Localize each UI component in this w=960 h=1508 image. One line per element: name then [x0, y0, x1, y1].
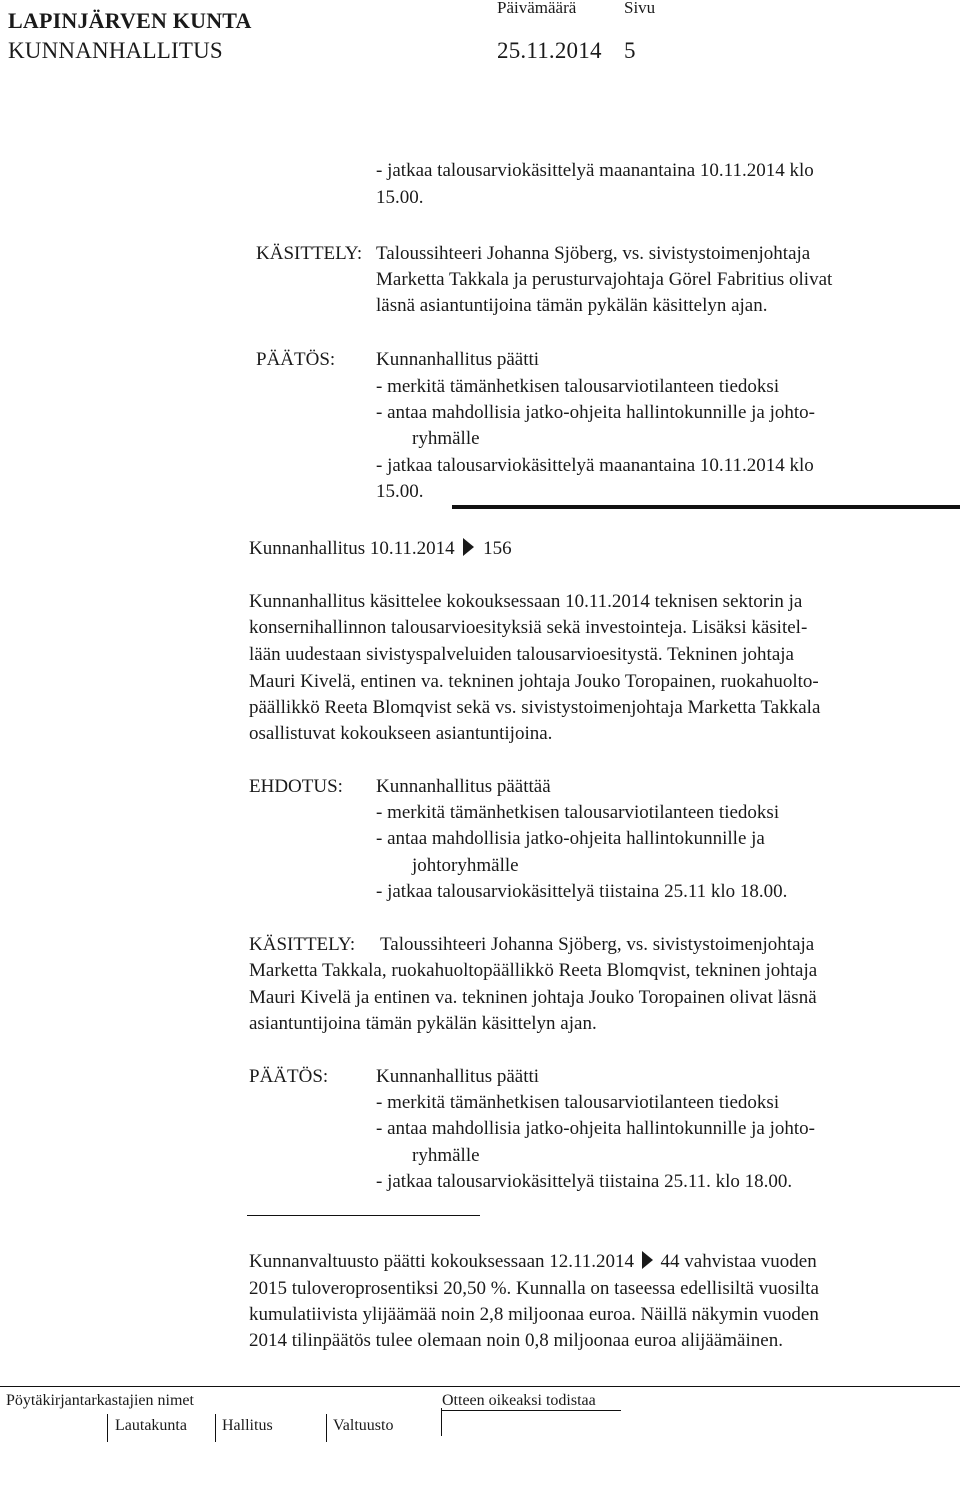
- end-rule: [247, 1215, 480, 1216]
- board-name: KUNNANHALLITUS: [8, 38, 223, 63]
- ehdotus-item-3: - jatkaa talousarviokäsittelyä tiistaina 25.11 klo 18.00.: [376, 881, 788, 902]
- section-title: [249, 536, 512, 565]
- valtuusto-line-2: 2015 tuloveroprosentiksi 20,50 %. Kunnalla on taseessa edellisiltä vuosilta: [249, 1278, 819, 1299]
- kasittely1-line-1: Taloussihteeri Johanna Sjöberg, vs. sivistystoimenjohtaja: [376, 243, 811, 264]
- paatos2-lead: Kunnanhallitus päätti: [376, 1066, 540, 1087]
- kasittely2-line-4: asiantuntijoina tämän pykälän käsittelyn ajan.: [249, 1013, 597, 1034]
- paatos2-item-2-cont: ryhmälle: [412, 1145, 480, 1166]
- section-sign-icon: [463, 538, 474, 565]
- footer-cell-border-1: [215, 1414, 216, 1442]
- section-divider: [452, 505, 960, 509]
- org-name: LAPINJÄRVEN KUNTA: [8, 8, 252, 33]
- intro-line-1: Kunnanhallitus käsittelee kokouksessaan 10.11.2014 teknisen sektorin ja: [249, 591, 803, 612]
- date-label: Päivämäärä: [497, 0, 577, 17]
- intro-line-3: lään uudestaan sivistyspalveluiden talousarvioesitystä. Tekninen johtaja: [249, 644, 794, 665]
- footer-cell-border-left: [107, 1414, 108, 1442]
- ehdotus-item-2: - antaa mahdollisia jatko-ohjeita hallintokunnille ja: [376, 828, 765, 849]
- kasittely2-line-2: Marketta Takkala, ruokahuoltopäällikkö Reeta Blomqvist, tekninen johtaja: [249, 960, 818, 981]
- kasittely2-label: KÄSITTELY:: [249, 934, 356, 955]
- valtuusto-line-4: 2014 tilinpäätös tulee olemaan noin 0,8 miljoonaa euroa alijäämäinen.: [249, 1330, 783, 1351]
- footer-certified-label: Otteen oikeaksi todistaa: [442, 1392, 596, 1409]
- footer-underline: [441, 1410, 621, 1411]
- block1-line-1: - jatkaa talousarviokäsittelyä maanantaina 10.11.2014 klo: [376, 160, 814, 181]
- block1-line-2: 15.00.: [376, 187, 424, 208]
- valtuusto-line-3: kumulatiivista ylijäämää noin 2,8 miljoonaa euroa. Näillä näkymin vuoden: [249, 1304, 819, 1325]
- kasittely2-line-1: Taloussihteeri Johanna Sjöberg, vs. sivistystoimenjohtaja: [380, 934, 815, 955]
- intro-line-6: osallistuvat kokoukseen asiantuntijoina.: [249, 723, 553, 744]
- intro-line-4: Mauri Kivelä, entinen va. tekninen johtaja Jouko Toropainen, ruokahuolto-: [249, 671, 819, 692]
- header-date: 25.11.2014: [497, 38, 602, 63]
- valtuusto-line-1b: 44 vahvistaa vuoden: [660, 1251, 817, 1272]
- section-title-text: Kunnanhallitus 10.11.2014: [249, 538, 455, 559]
- footer-reviewers-label: Pöytäkirjantarkastajien nimet: [6, 1392, 194, 1409]
- ehdotus-item-2-cont: johtoryhmälle: [412, 855, 519, 876]
- section-number: 156: [483, 538, 512, 559]
- valtuusto-line-1: [249, 1249, 817, 1278]
- valtuusto-line-1a: Kunnanvaltuusto päätti kokouksessaan 12.11.2014: [249, 1251, 635, 1272]
- page-label: Sivu: [624, 0, 656, 17]
- paatos1-lead: Kunnanhallitus päätti: [376, 349, 540, 370]
- paatos2-item-1: - merkitä tämänhetkisen talousarviotilanteen tiedoksi: [376, 1092, 780, 1113]
- paatos1-label: PÄÄTÖS:: [256, 349, 336, 370]
- ehdotus-lead: Kunnanhallitus päättää: [376, 776, 551, 797]
- paatos1-item-2: - antaa mahdollisia jatko-ohjeita hallintokunnille ja johto-: [376, 402, 815, 423]
- kasittely2-line-3: Mauri Kivelä ja entinen va. tekninen johtaja Jouko Toropainen olivat läsnä: [249, 987, 817, 1008]
- kasittely1-line-3: läsnä asiantuntijoina tämän pykälän käsittelyn ajan.: [376, 295, 768, 316]
- paatos1-item-1: - merkitä tämänhetkisen talousarviotilanteen tiedoksi: [376, 376, 780, 397]
- paatos2-item-3: - jatkaa talousarviokäsittelyä tiistaina 25.11. klo 18.00.: [376, 1171, 793, 1192]
- footer-col-hallitus: Hallitus: [222, 1417, 273, 1434]
- paatos1-item-3-cont: 15.00.: [376, 481, 424, 502]
- ehdotus-label: EHDOTUS:: [249, 776, 343, 797]
- intro-line-2: konsernihallinnon talousarvioesityksiä sekä investointeja. Lisäksi käsitel-: [249, 617, 808, 638]
- ehdotus-item-1: - merkitä tämänhetkisen talousarviotilanteen tiedoksi: [376, 802, 780, 823]
- paatos2-item-2: - antaa mahdollisia jatko-ohjeita hallintokunnille ja johto-: [376, 1118, 815, 1139]
- footer-col-valtuusto: Valtuusto: [333, 1417, 394, 1434]
- section-sign-icon-2: [642, 1251, 653, 1278]
- page-number: 5: [624, 38, 636, 63]
- kasittely1-line-2: Marketta Takkala ja perusturvajohtaja Görel Fabritius olivat: [376, 269, 833, 290]
- paatos1-item-3: - jatkaa talousarviokäsittelyä maanantaina 10.11.2014 klo: [376, 455, 814, 476]
- footer-cell-border: [441, 1408, 442, 1436]
- kasittely1-label: KÄSITTELY:: [256, 243, 363, 264]
- paatos2-label: PÄÄTÖS:: [249, 1066, 329, 1087]
- intro-line-5: päällikkö Reeta Blomqvist sekä vs. sivistystoimenjohtaja Marketta Takkala: [249, 697, 821, 718]
- footer-col-lautakunta: Lautakunta: [115, 1417, 187, 1434]
- footer-cell-border-2: [326, 1414, 327, 1442]
- paatos1-item-2-cont: ryhmälle: [412, 428, 480, 449]
- footer-rule: [0, 1386, 960, 1387]
